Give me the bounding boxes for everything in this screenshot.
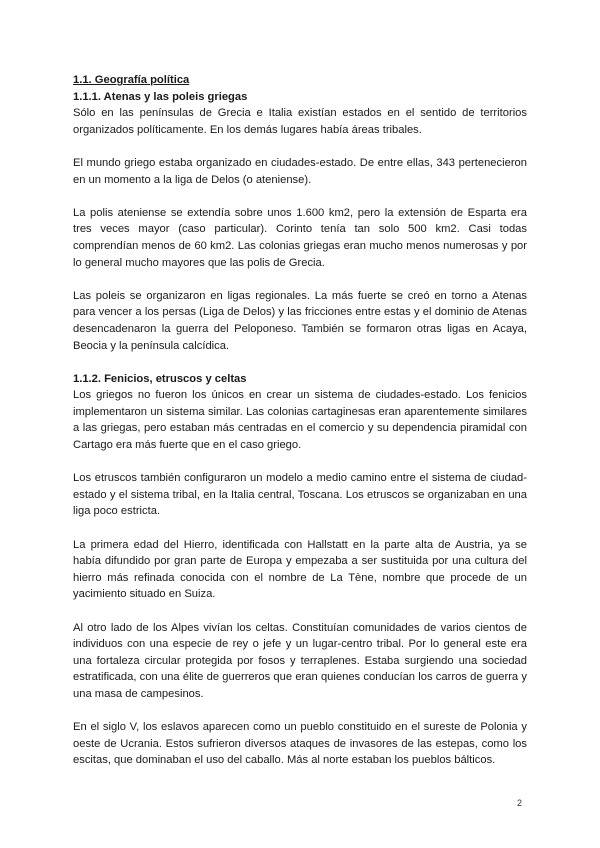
section-title: 1.1. Geografía política bbox=[73, 74, 190, 86]
paragraph: Las poleis se organizaron en ligas regionales. La más fuerte se creó en torno a Atenas para vencer a los persas (Liga de Delos) y las fricciones entre estas y el dominio de Atenas desencadenaron la guerra del Peloponeso. También se formaron otras ligas en Acaya, Beocia y la península calcídica. bbox=[73, 289, 527, 352]
paragraph: El mundo griego estaba organizado en ciudades-estado. De entre ellas, 343 pertenecieron en un momento a la liga de Delos (o ateniense). bbox=[73, 156, 527, 186]
subsection-title-atenas: 1.1.1. Atenas y las poleis griegas bbox=[73, 90, 248, 103]
document-page bbox=[73, 72, 527, 786]
paragraph: Los etruscos también configuraron un modelo a medio camino entre el sistema de ciudad-estado y el sistema tribal, en la Italia central, Toscana. Los etruscos se organizaban en una liga poco estricta. bbox=[73, 472, 527, 518]
paragraph: La polis ateniense se extendía sobre unos 1.600 km2, pero la extensión de Esparta era tres veces mayor (caso particular). Corinto tenía tan solo 500 km2. Casi todas comprendían menos de 60 km2. Las colonias griegas eran mucho menos numerosas y por lo general mucho mayores que las polis de Grecia. bbox=[73, 206, 527, 269]
paragraph: Al otro lado de los Alpes vivían los celtas. Constituían comunidades de varios cientos de individuos con una especie de rey o jefe y un lugar-centro tribal. Por lo general este era una fortaleza circular protegida por fosos y terraplenes. Estaba surgiendo una sociedad estratificada, con una élite de guerreros que eran quienes conducían los carros de guerra y una masa de campesinos. bbox=[73, 621, 527, 700]
paragraph: Sólo en las penínsulas de Grecia e Italia existían estados en el sentido de territorios organizados políticamente. En los demás lugares había áreas tribales. bbox=[73, 107, 527, 136]
page-number: 2 bbox=[517, 798, 523, 808]
paragraph: La primera edad del Hierro, identificada con Hallstatt en la parte alta de Austria, ya se había difundido por gran parte de Europa y empezaba a ser sustituida por una cultura del hierro más refinada conocida con el nombre de La Tène, nombre que procede de un yacimiento situado en Suiza. bbox=[73, 538, 527, 601]
paragraph: En el siglo V, los eslavos aparecen como un pueblo constituido en el sureste de Polonia y oeste de Ucrania. Estos sufrieron diversos ataques de invasores de las estepas, como los escitas, que dominaban el uso del caballo. Más al norte estaban los pueblos bálticos. bbox=[73, 721, 527, 767]
subsection-title-fenicios: 1.1.2. Fenicios, etruscos y celtas bbox=[73, 372, 247, 385]
paragraph: Los griegos no fueron los únicos en crear un sistema de ciudades-estado. Los fenicios implementaron un sistema similar. Las colonias cartaginesas eran aparentemente similares a las griegas, pero estaban más centradas en el comercio y su dependencia piramidal con Cartago era más fuerte que en el caso griego. bbox=[73, 389, 527, 452]
